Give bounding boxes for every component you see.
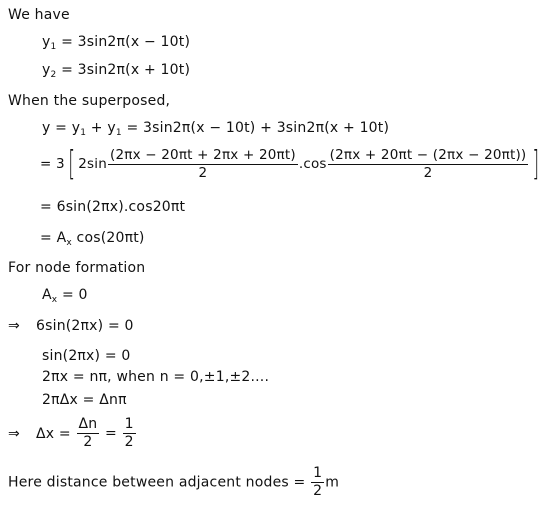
y1-subscript: 1 [50, 42, 57, 52]
fraction-2-denominator: 2 [423, 164, 433, 181]
fraction-2-numerator: (2πx + 20πt − (2πx − 20πt)) [329, 146, 527, 163]
sum-part-c: = 3sin2π(x − 10t) + 3sin2π(x + 10t) [121, 120, 390, 136]
equation-expansion [40, 146, 543, 182]
we-have-text: We have [8, 7, 70, 23]
conclusion-denominator: 2 [313, 483, 323, 499]
expansion-2sin: 2sin [78, 156, 107, 172]
half-fraction [123, 417, 136, 450]
expansion-cos: .cos [298, 156, 327, 172]
y1-symbol: y [42, 34, 51, 50]
sum-sub-1: 1 [80, 128, 87, 138]
fraction-1-denominator: 2 [198, 164, 208, 181]
sum-part-b: + y [86, 120, 116, 136]
equation-sum [42, 119, 389, 137]
conclusion-text: Here distance between adjacent nodes = [8, 474, 311, 491]
delta-n-denominator: 2 [83, 434, 93, 450]
y2-rhs: = 3sin2π(x + 10t) [56, 62, 191, 78]
equation-y2 [42, 61, 190, 79]
equation-ax-zero [42, 286, 88, 304]
y2-symbol: y [42, 62, 51, 78]
conclusion-line [8, 466, 339, 499]
conclusion-fraction [311, 466, 324, 499]
y2-subscript: 2 [50, 70, 57, 80]
equation-condition: 2πx = nπ, when n = 0,±1,±2.... [42, 369, 270, 385]
implies-arrow-icon: ⇒ [8, 318, 20, 334]
equation-sin-zero: sin(2πx) = 0 [42, 348, 131, 364]
ax-a: A [42, 287, 52, 303]
superposed-text: When the superposed, [8, 93, 171, 109]
expansion-lead: = 3 [40, 156, 65, 172]
half-numerator: 1 [124, 416, 134, 432]
equation-implies-2 [8, 417, 137, 450]
expansion-fraction-2 [328, 148, 529, 181]
conclusion-unit: m [325, 474, 340, 491]
implies-arrow-icon: ⇒ [8, 425, 20, 442]
conclusion-numerator: 1 [313, 465, 323, 481]
implies-1-expr: 6sin(2πx) = 0 [36, 318, 134, 334]
delta-x-lhs: Δx = [36, 425, 76, 442]
ax-b: = 0 [57, 287, 88, 303]
ax-sub: x [51, 295, 58, 305]
amplitude-sub: x [66, 238, 72, 248]
fraction-1-numerator: (2πx − 20πt + 2πx + 20πt) [110, 146, 296, 163]
equation-amplitude [40, 229, 145, 247]
close-bracket: ] [532, 144, 540, 184]
equation-implies-1 [8, 317, 134, 335]
equation-delta: 2πΔx = Δnπ [42, 392, 127, 408]
delta-n-numerator: Δn [78, 416, 98, 432]
y1-rhs: = 3sin2π(x − 10t) [56, 34, 191, 50]
delta-x-equals: = [100, 425, 122, 442]
sum-sub-2: 1 [115, 128, 122, 138]
equation-product: = 6sin(2πx).cos20πt [40, 199, 186, 215]
amplitude-a: = A [40, 230, 67, 246]
half-denominator: 2 [124, 434, 134, 450]
sum-part-a: y = y [42, 120, 81, 136]
delta-n-fraction [77, 417, 100, 450]
expansion-fraction-1 [108, 148, 298, 181]
open-bracket: [ [68, 144, 75, 184]
node-formation-text: For node formation [8, 260, 146, 276]
equation-y1 [42, 33, 190, 51]
amplitude-b: cos(20πt) [71, 230, 145, 246]
